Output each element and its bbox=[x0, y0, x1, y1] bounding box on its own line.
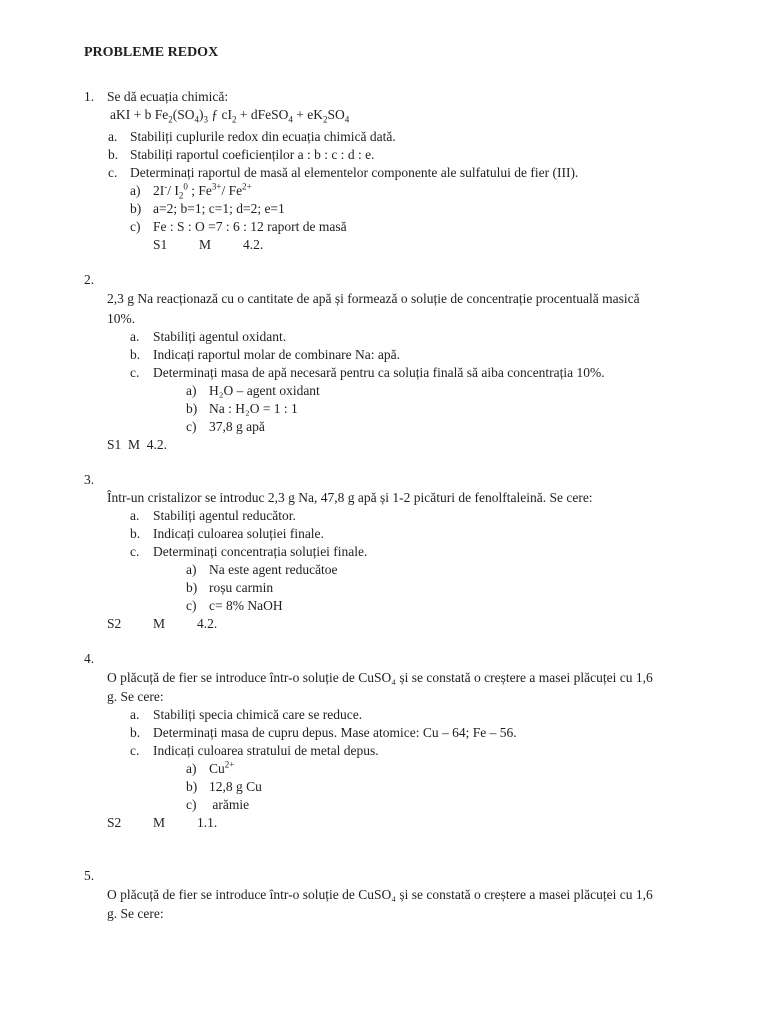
question-b: Indicați culoarea soluției finale. bbox=[153, 526, 324, 541]
question-label-c: c. bbox=[130, 365, 140, 380]
problem-statement-line-2: g. Se cere: bbox=[107, 906, 164, 921]
problem-statement: Se dă ecuația chimică: bbox=[107, 89, 229, 104]
answer-label-b: b) bbox=[186, 580, 198, 595]
problem-number: 2. bbox=[84, 272, 95, 287]
question-c: Indicați culoarea stratului de metal depus. bbox=[153, 743, 379, 758]
problem-statement-line-1: 2,3 g Na reacționază cu o cantitate de apă și formează o soluție de concentrație procentuală masică bbox=[107, 291, 640, 306]
question-a: Stabiliți cuplurile redox din ecuația chimică dată. bbox=[130, 129, 396, 144]
question-label-a: a. bbox=[130, 329, 140, 344]
question-label-b: b. bbox=[130, 526, 141, 541]
chemical-equation: aKI + b $Fe_2(SO_4)_3$ ƒ $cI_2$ + dFeSO$_4$ + $eK_2SO_4$ bbox=[110, 107, 350, 125]
question-label-b: b. bbox=[130, 725, 141, 740]
problem-statement-line-1: O plăcuță de fier se introduce într-o soluție de CuSO₄ și se constată o creștere a masei plăcuței cu 1,6 bbox=[107, 670, 653, 685]
question-b: Indicați raportul molar de combinare Na: apă. bbox=[153, 347, 401, 362]
answer-a: 2I-/ $I_2^0$ ; $Fe^{3+}/$ $Fe^{2+}$ bbox=[153, 181, 252, 201]
question-c: Determinați concentrația soluției finale. bbox=[153, 544, 368, 559]
problem-statement-line-2: g. Se cere: bbox=[107, 689, 164, 704]
question-a: Stabiliți specia chimică care se reduce. bbox=[153, 707, 363, 722]
question-label-a: a. bbox=[130, 707, 140, 722]
question-label-c: c. bbox=[108, 165, 118, 180]
question-c: Determinați masa de apă necesară pentru ca soluția finală să aiba concentrația 10%. bbox=[153, 365, 605, 380]
answer-b: 12,8 g Cu bbox=[209, 779, 262, 794]
answer-label-a: a) bbox=[186, 383, 197, 398]
code-section: S2 bbox=[107, 616, 122, 631]
question-b: Determinați masa de cupru depus. Mase atomice: Cu – 64; Fe – 56. bbox=[153, 725, 517, 740]
question-label-c: c. bbox=[130, 544, 140, 559]
question-label-b: b. bbox=[130, 347, 141, 362]
question-label-a: a. bbox=[130, 508, 140, 523]
answer-label-c: c) bbox=[186, 797, 197, 812]
answer-c: Fe : S : O =7 : 6 : 12 raport de masă bbox=[153, 219, 347, 234]
question-a: Stabiliți agentul oxidant. bbox=[153, 329, 287, 344]
answer-label-a: a) bbox=[130, 183, 141, 198]
problem-statement: Într-un cristalizor se introduc 2,3 g Na, 47,8 g apă și 1-2 picături de fenolftaleină. Se cere: bbox=[107, 490, 593, 505]
problem-number: 5. bbox=[84, 868, 95, 883]
code-section: S2 bbox=[107, 815, 122, 830]
answer-b: a=2; b=1; c=1; d=2; e=1 bbox=[153, 201, 285, 216]
problem-number: 4. bbox=[84, 651, 95, 666]
page-title: PROBLEME REDOX bbox=[84, 45, 219, 60]
question-label-a: a. bbox=[108, 129, 118, 144]
answer-b: roșu carmin bbox=[209, 580, 274, 595]
answer-label-b: b) bbox=[186, 401, 198, 416]
answer-a: Na este agent reducătoe bbox=[209, 562, 338, 577]
code-module: M bbox=[153, 815, 166, 830]
answer-label-b: b) bbox=[130, 201, 142, 216]
code-number: 4.2. bbox=[243, 237, 264, 252]
answer-a: $Cu^{2+}$ bbox=[209, 759, 235, 776]
question-b: Stabiliți raportul coeficienților a : b : c : d : e. bbox=[130, 147, 375, 162]
answer-label-c: c) bbox=[186, 419, 197, 434]
answer-b: Na : H₂O = 1 : 1 bbox=[209, 401, 298, 416]
answer-label-a: a) bbox=[186, 562, 197, 577]
code-number: 4.2. bbox=[197, 616, 218, 631]
answer-label-c: c) bbox=[130, 219, 141, 234]
problem-statement-line-1: O plăcuță de fier se introduce într-o soluție de CuSO₄ și se constată o creștere a masei plăcuței cu 1,6 bbox=[107, 887, 653, 902]
code-section: S1 bbox=[153, 237, 168, 252]
problem-number: 1. bbox=[84, 89, 95, 104]
answer-label-b: b) bbox=[186, 779, 198, 794]
code-module: M bbox=[199, 237, 212, 252]
question-c: Determinați raportul de masă al elementelor componente ale sulfatului de fier (III). bbox=[130, 165, 579, 180]
question-label-b: b. bbox=[108, 147, 119, 162]
answer-label-c: c) bbox=[186, 598, 197, 613]
problem-number: 3. bbox=[84, 472, 95, 487]
problem-statement-line-2: 10%. bbox=[107, 311, 136, 326]
answer-label-a: a) bbox=[186, 761, 197, 776]
question-a: Stabiliți agentul reducător. bbox=[153, 508, 296, 523]
code-module: M bbox=[153, 616, 166, 631]
question-label-c: c. bbox=[130, 743, 140, 758]
problem-code: S1 M 4.2. bbox=[107, 437, 168, 452]
answer-c: c= 8% NaOH bbox=[209, 598, 283, 613]
answer-c: 37,8 g apă bbox=[209, 419, 265, 434]
code-number: 1.1. bbox=[197, 815, 218, 830]
answer-a: H₂O – agent oxidant bbox=[209, 383, 320, 398]
answer-c: arămie bbox=[209, 797, 250, 812]
